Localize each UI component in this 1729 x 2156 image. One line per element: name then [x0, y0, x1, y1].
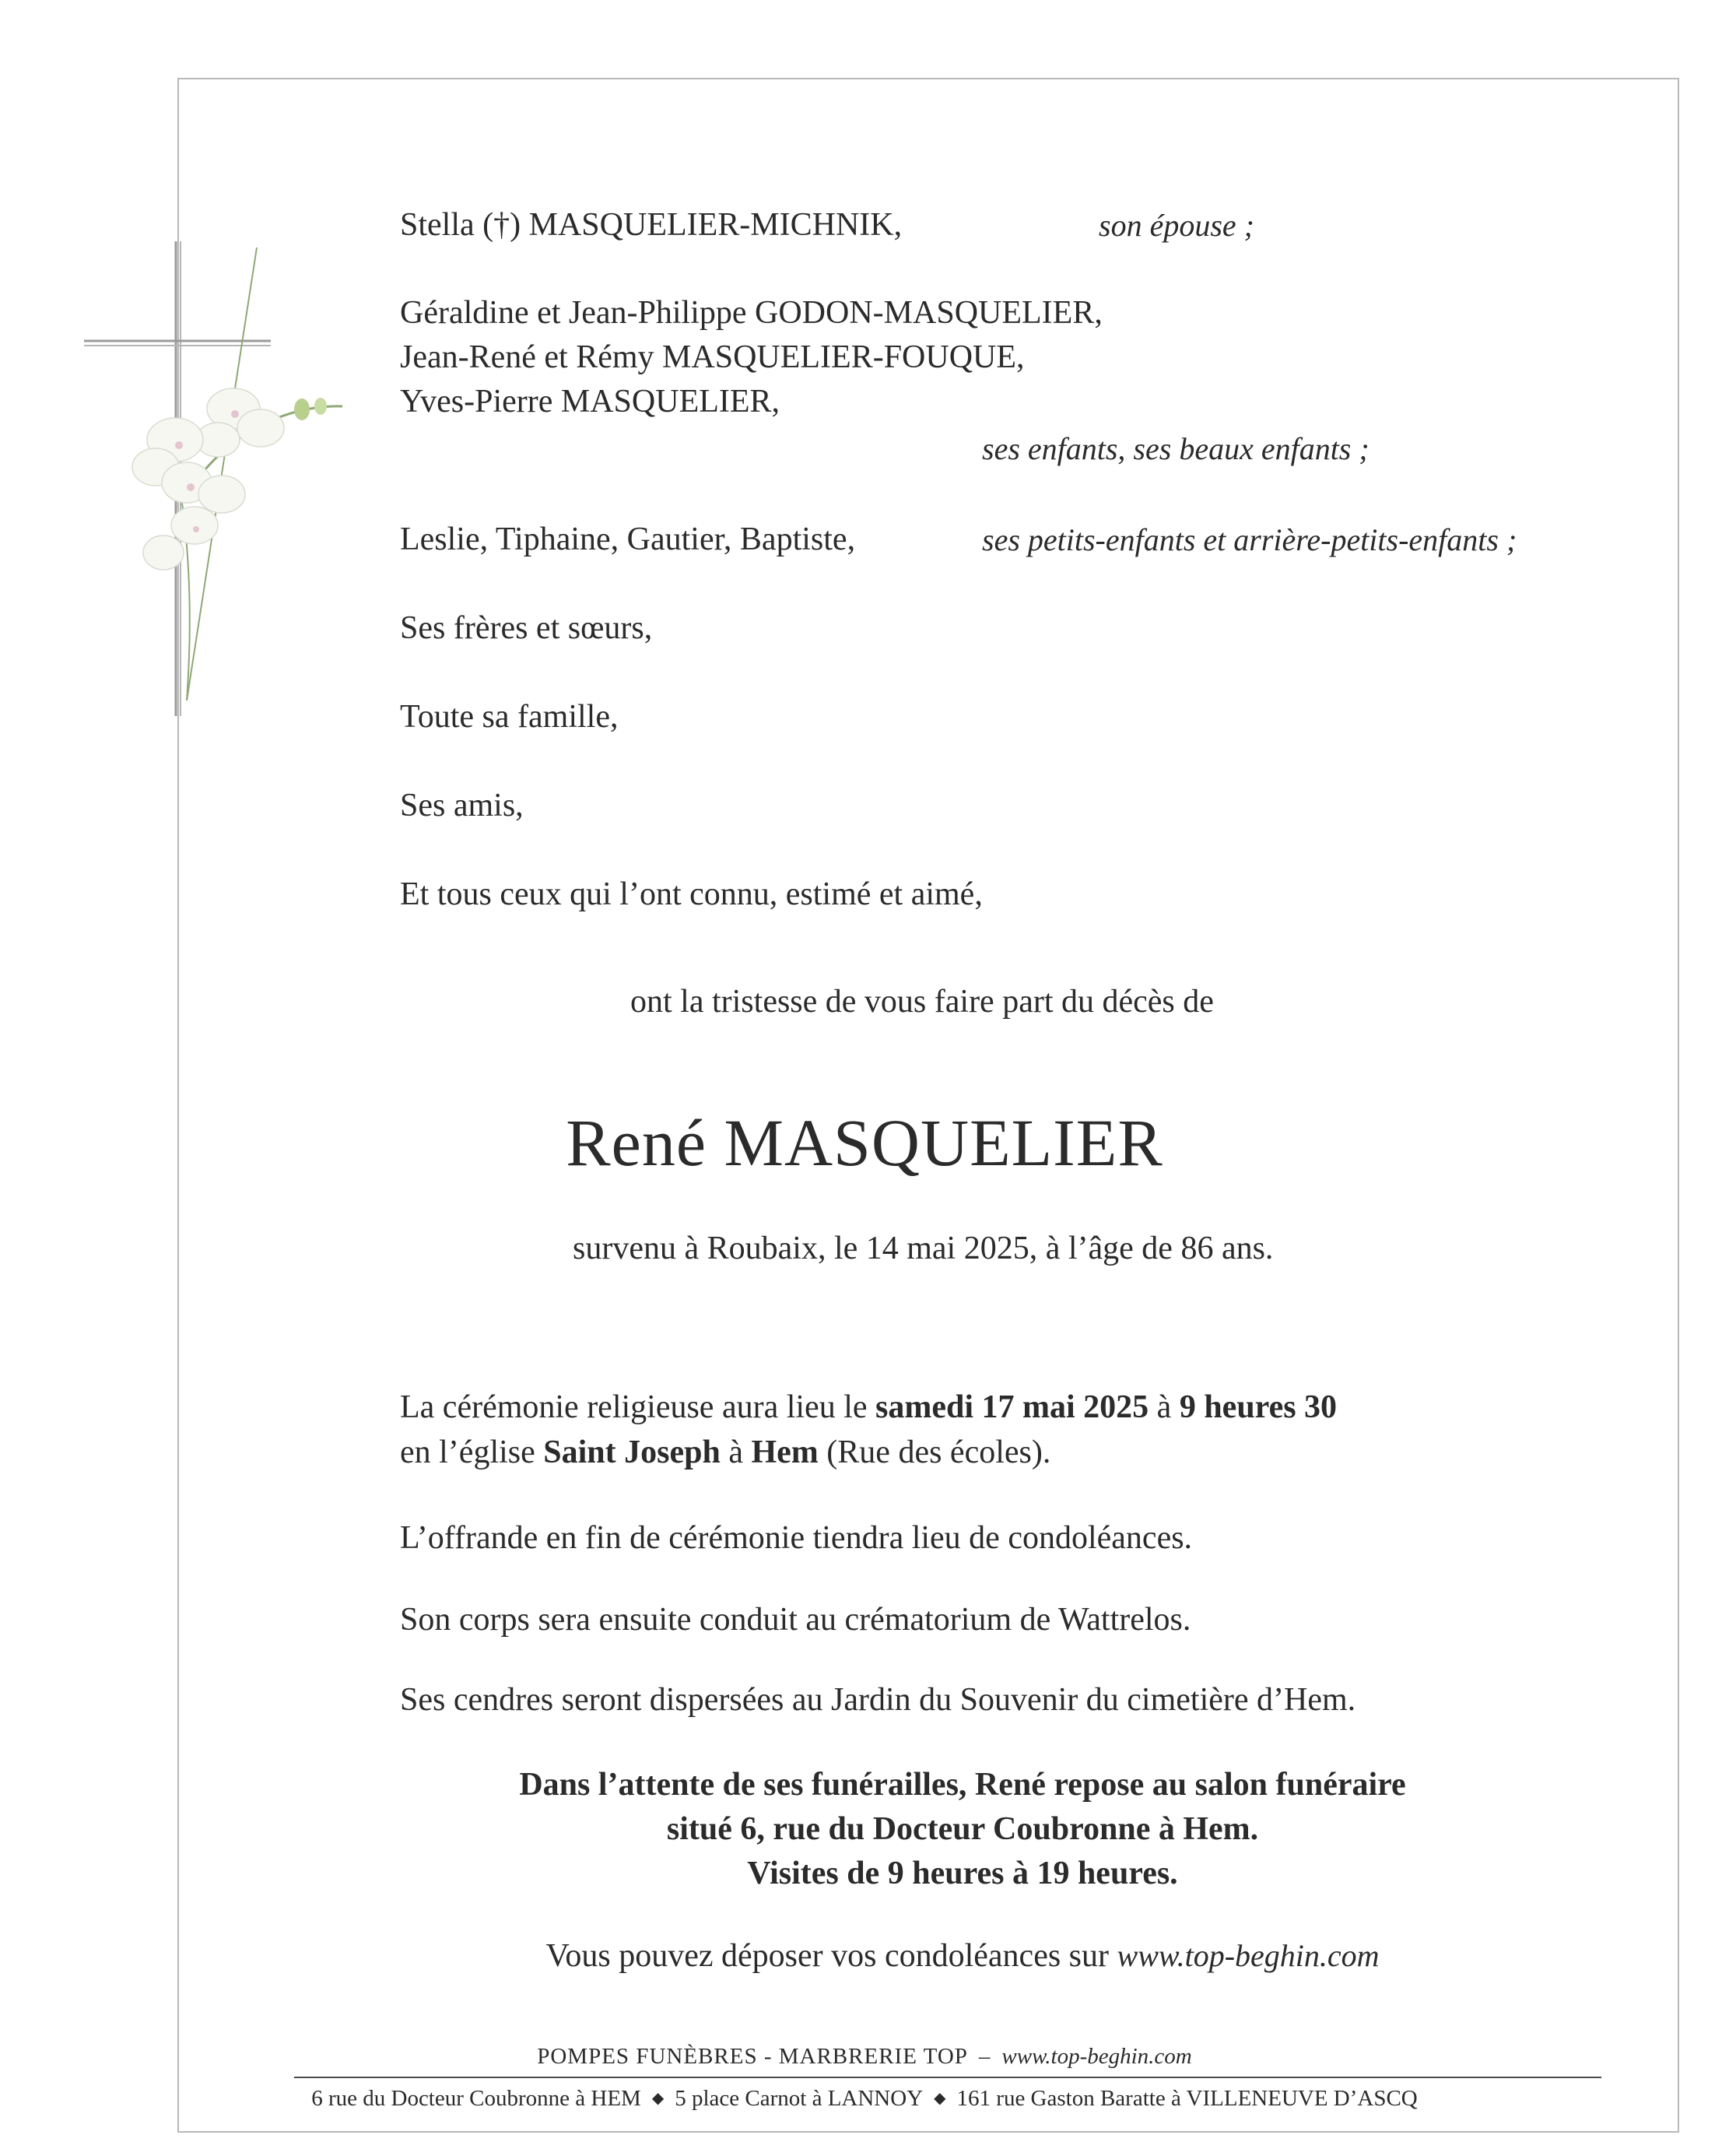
diamond-icon: ◆ [934, 2090, 946, 2107]
condolences-line: Vous pouvez déposer vos condoléances sur www.top-beghin.com [545, 1938, 1380, 1974]
orchid-icon [132, 248, 342, 701]
children-relation: ses enfants, ses beaux enfants ; [982, 431, 1370, 466]
siblings-line: Ses frères et sœurs, [400, 610, 653, 646]
ceremony-line-1: La cérémonie religieuse aura lieu le samedi 17 mai 2025 à 9 heures 30 [400, 1389, 1338, 1425]
footer-divider [294, 2077, 1601, 2078]
condolences-website-link[interactable]: www.top-beghin.com [1117, 1938, 1380, 1973]
cross-orchid-icon [70, 234, 366, 732]
viewing-line-3: Visites de 9 heures à 19 heures. [747, 1856, 1178, 1891]
footer-address-lannoy: 5 place Carnot à LANNOY [675, 2086, 924, 2111]
deceased-first-name: René [566, 1105, 707, 1180]
grandchildren-names: Leslie, Tiphaine, Gautier, Baptiste, [400, 521, 856, 557]
footer-company: POMPES FUNÈBRES - MARBRERIE TOP [537, 2044, 968, 2069]
friends-line: Ses amis, [400, 788, 524, 823]
ashes-paragraph: Ses cendres seront dispersées au Jardin du Souvenir du cimetière d’Hem. [400, 1682, 1356, 1718]
deceased-last-name: MASQUELIER [724, 1105, 1163, 1180]
footer-company-line: POMPES FUNÈBRES - MARBRERIE TOP – www.top-beghin.com [537, 2044, 1192, 2069]
footer-address-villeneuve: 161 rue Gaston Baratte à VILLENEUVE D’ASCQ [956, 2086, 1418, 2111]
spouse-name: Stella (†) MASQUELIER-MICHNIK, [400, 207, 903, 243]
footer-addresses [0, 2086, 1729, 2112]
viewing-line-2: situé 6, rue du Docteur Coubronne à Hem. [666, 1811, 1259, 1847]
cremation-paragraph: Son corps sera ensuite conduit au crématorium de Wattrelos. [400, 1602, 1191, 1638]
offering-paragraph: L’offrande en fin de cérémonie tiendra lieu de condoléances. [400, 1520, 1193, 1556]
grandchildren-relation: ses petits-enfants et arrière-petits-enfants ; [982, 522, 1517, 557]
ceremony-line-2: en l’église Saint Joseph à Hem (Rue des écoles). [400, 1434, 1051, 1470]
child-line-3: Yves-Pierre MASQUELIER, [400, 384, 780, 420]
spouse-relation: son épouse ; [1099, 208, 1254, 243]
family-line: Toute sa famille, [400, 699, 619, 735]
child-line-1: Géraldine et Jean-Philippe GODON-MASQUELIER, [400, 295, 1103, 331]
diamond-icon: ◆ [651, 2090, 665, 2107]
footer-address-hem: 6 rue du Docteur Coubronne à HEM [311, 2086, 641, 2111]
announcement: ont la tristesse de vous faire part du décès de [630, 984, 1214, 1020]
deceased-name [0, 1104, 1729, 1182]
footer-website-link[interactable]: www.top-beghin.com [1001, 2044, 1192, 2069]
death-info: survenu à Roubaix, le 14 mai 2025, à l’âge de 86 ans. [573, 1231, 1274, 1266]
acquaintances-line: Et tous ceux qui l’ont connu, estimé et aimé, [400, 876, 983, 912]
child-line-2: Jean-René et Rémy MASQUELIER-FOUQUE, [400, 339, 1025, 375]
viewing-line-1: Dans l’attente de ses funérailles, René repose au salon funéraire [519, 1767, 1406, 1803]
